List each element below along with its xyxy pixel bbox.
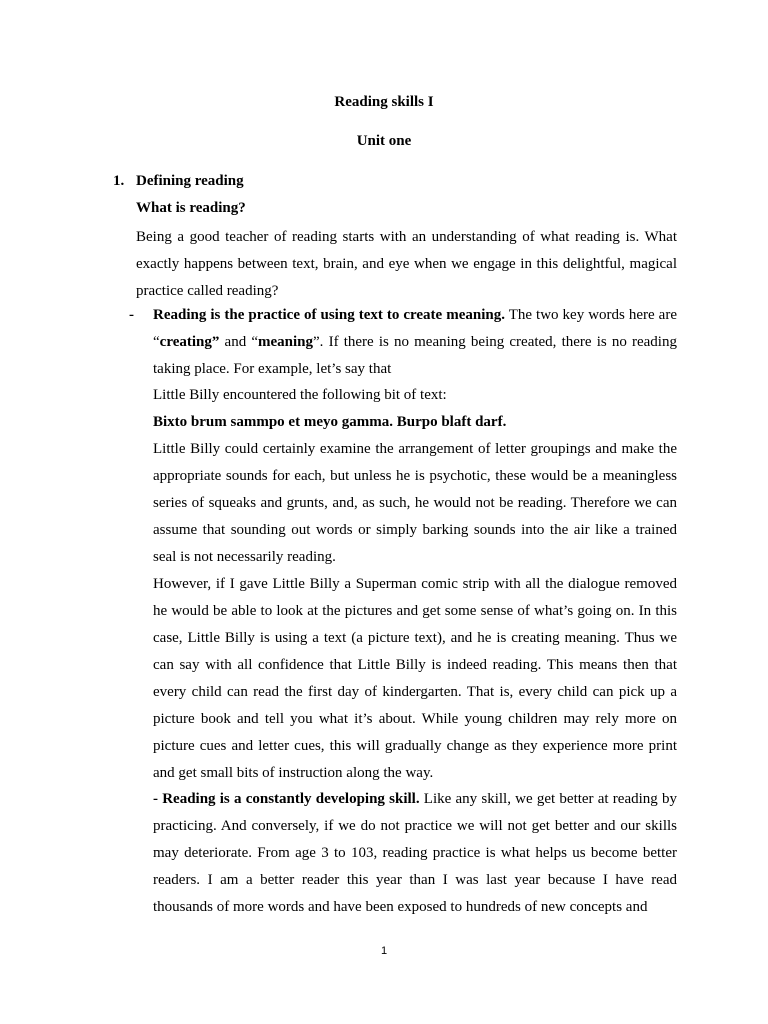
skill-text: Like any skill, we get better at reading by practicing. And conversely, if we do not practice we will not get better and our skills may deteriorate. From age 3 to 103, reading practice is what helps us become better readers. I am a better reader this year than I was last year because I have read thousands of more words and have been exposed to hundreds of new concepts and <box>153 791 677 915</box>
definition-paragraph <box>153 302 677 383</box>
billy-examine-paragraph: Little Billy could certainly examine the arrangement of letter groupings and make the appropriate sounds for each, but unless he is psychotic, these would be a meaningless series of squeaks and grunts, and, as such, he would not be reading. Therefore we can assume that sounding out words or simply barking sounds into the air like a trained seal is not necessarily reading. <box>153 441 677 565</box>
definition-lead: Reading is the practice of using text to create meaning. <box>153 307 505 323</box>
keyword-creating: creating” <box>159 334 220 350</box>
however-paragraph: However, if I gave Little Billy a Superman comic strip with all the dialogue removed he would be able to look at the pictures and get some sense of what’s going on. In this case, Little Billy is using a text (a picture text), and he is creating meaning. Thus we can say with all confidence that Little Billy is indeed reading. This means then that every child can read the first day of kindergarten. That is, every child can pick up a picture book and tell you what it’s about. While young children may rely more on picture cues and letter cues, this will gradually change as they experience more print and get small bits of instruction along the way. <box>153 576 677 781</box>
intro-paragraph: Being a good teacher of reading starts with an understanding of what reading is. What exactly happens between text, brain, and eye when we engage in this delightful, magical practice called reading? <box>136 229 677 299</box>
section-subheading: What is reading? <box>136 200 246 216</box>
skill-lead: - Reading is a constantly developing skill. <box>153 791 420 807</box>
section-heading: Defining reading <box>136 173 244 189</box>
definition-text-b: and “ <box>219 334 258 350</box>
definition-text-a: The two key words here are “ <box>153 307 677 350</box>
bullet-dash: - <box>129 307 134 323</box>
billy-intro-line: Little Billy encountered the following bit of text: <box>153 387 447 403</box>
skill-paragraph <box>153 786 677 921</box>
document-title: Reading skills I <box>334 94 434 110</box>
page-number: 1 <box>380 945 388 957</box>
nonsense-text: Bixto brum sammpo et meyo gamma. Burpo blaft darf. <box>153 414 507 430</box>
unit-title: Unit one <box>356 133 412 149</box>
section-number: 1. <box>113 173 125 189</box>
definition-text-c: ”. If there is no meaning being created, there is no reading taking place. For example, let’s say that <box>153 334 677 377</box>
keyword-meaning: meaning <box>258 334 314 350</box>
